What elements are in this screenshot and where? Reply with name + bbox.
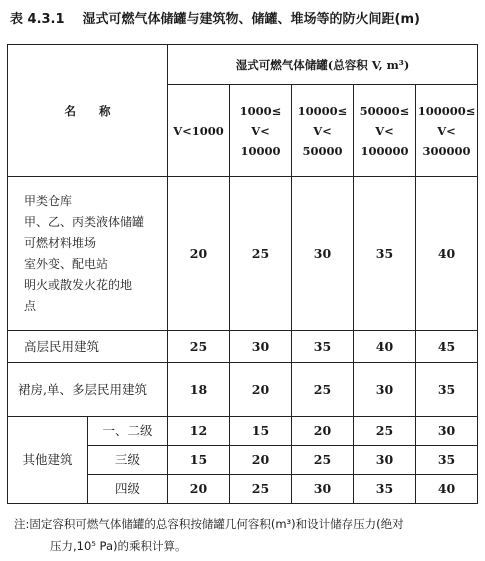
grade-cell: 一、二级 xyxy=(88,417,168,446)
group-header: 湿式可燃气体储罐(总容积 V, m³) xyxy=(168,45,478,85)
value-cell: 30 xyxy=(230,331,292,363)
value-cell: 12 xyxy=(168,417,230,446)
value-cell: 35 xyxy=(354,475,416,504)
value-cell: 35 xyxy=(292,331,354,363)
value-cell: 18 xyxy=(168,363,230,417)
value-cell: 35 xyxy=(416,446,478,475)
fire-separation-table xyxy=(7,44,478,504)
category-a-cell: 甲类仓库 甲、乙、丙类液体储罐 可燃材料堆场 室外变、配电站 明火或散发火花的地 点 xyxy=(8,177,168,331)
value-cell: 25 xyxy=(292,446,354,475)
value-cell: 25 xyxy=(292,363,354,417)
value-cell: 40 xyxy=(416,177,478,331)
grade-cell: 三级 xyxy=(88,446,168,475)
value-cell: 25 xyxy=(354,417,416,446)
other-building-label: 其他建筑 xyxy=(8,417,88,504)
value-cell: 40 xyxy=(354,331,416,363)
note-line-1: 注:固定容积可燃气体储罐的总容积按储罐几何容积(m³)和设计储存压力(绝对 xyxy=(14,517,404,531)
high-rise-label: 高层民用建筑 xyxy=(8,331,168,363)
table-note xyxy=(14,513,474,557)
value-cell: 15 xyxy=(168,446,230,475)
podium-label: 裙房,单、多层民用建筑 xyxy=(8,363,168,417)
table-row xyxy=(8,177,478,331)
table-row xyxy=(8,331,478,363)
value-cell: 20 xyxy=(230,363,292,417)
volume-header-5: 100000≤ V< 300000 xyxy=(416,85,478,177)
table-row xyxy=(8,363,478,417)
value-cell: 30 xyxy=(354,363,416,417)
table-title xyxy=(10,8,420,27)
note-line-2: 压力,10⁵ Pa)的乘积计算。 xyxy=(50,539,187,553)
volume-header-4: 50000≤ V< 100000 xyxy=(354,85,416,177)
value-cell: 25 xyxy=(168,331,230,363)
grade-cell: 四级 xyxy=(88,475,168,504)
value-cell: 20 xyxy=(292,417,354,446)
table-title-text: 湿式可燃气体储罐与建筑物、储罐、堆场等的防火间距(m) xyxy=(82,12,420,27)
value-cell: 35 xyxy=(354,177,416,331)
value-cell: 20 xyxy=(168,177,230,331)
table-header-row-1 xyxy=(8,45,478,85)
volume-header-2: 1000≤ V< 10000 xyxy=(230,85,292,177)
volume-header-3: 10000≤ V< 50000 xyxy=(292,85,354,177)
value-cell: 20 xyxy=(230,446,292,475)
value-cell: 40 xyxy=(416,475,478,504)
volume-header-1: V<1000 xyxy=(168,85,230,177)
value-cell: 45 xyxy=(416,331,478,363)
value-cell: 25 xyxy=(230,475,292,504)
value-cell: 30 xyxy=(354,446,416,475)
value-cell: 35 xyxy=(416,363,478,417)
name-header: 名 称 xyxy=(8,45,168,177)
value-cell: 30 xyxy=(416,417,478,446)
value-cell: 25 xyxy=(230,177,292,331)
value-cell: 30 xyxy=(292,177,354,331)
value-cell: 15 xyxy=(230,417,292,446)
table-row xyxy=(8,417,478,446)
value-cell: 30 xyxy=(292,475,354,504)
table-number: 表 4.3.1 xyxy=(10,12,65,27)
value-cell: 20 xyxy=(168,475,230,504)
